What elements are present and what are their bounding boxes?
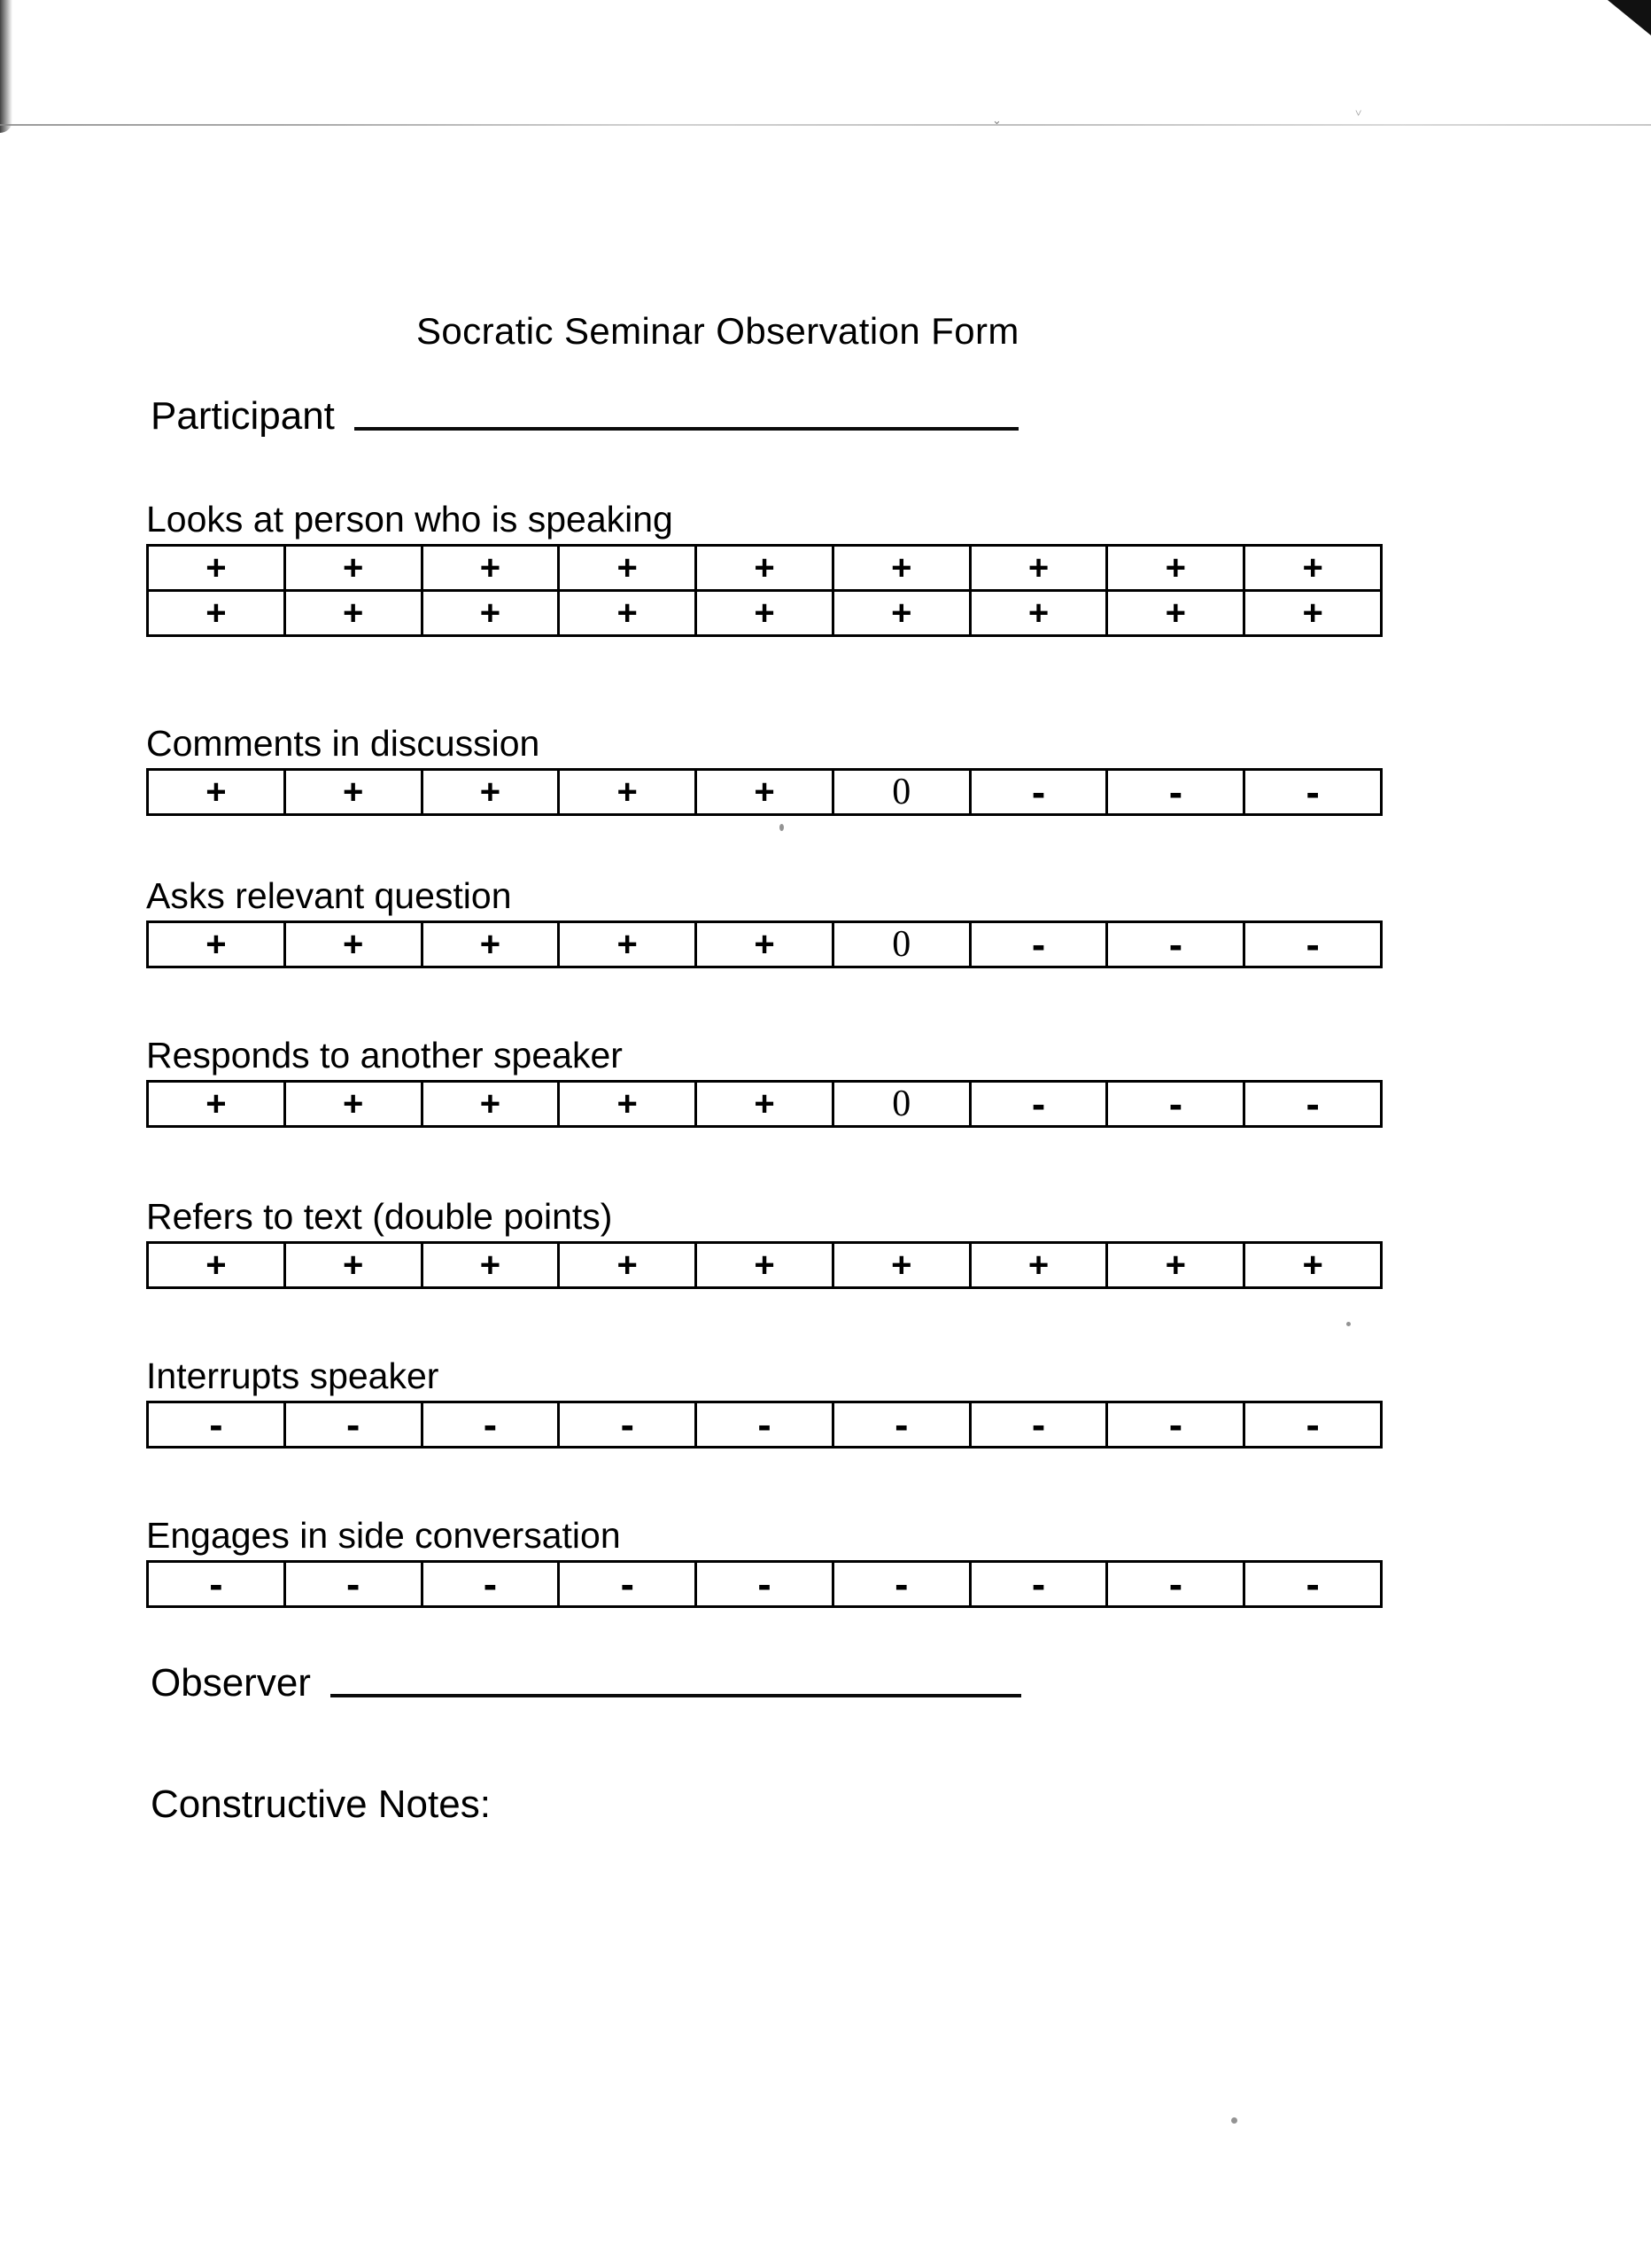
rating-cell[interactable]: + (286, 771, 423, 813)
section-label: Responds to another speaker (146, 1035, 623, 1076)
rating-cell[interactable]: + (697, 547, 834, 589)
rating-cell[interactable]: 0 (834, 1083, 972, 1125)
rating-cell[interactable]: - (697, 1563, 834, 1605)
rating-cell[interactable]: - (972, 771, 1109, 813)
constructive-notes-label: Constructive Notes: (151, 1783, 491, 1826)
section-asks-relevant-question (146, 877, 1383, 968)
rating-cell[interactable]: + (560, 771, 697, 813)
rating-cell[interactable]: + (286, 1244, 423, 1286)
rating-cell[interactable]: + (560, 547, 697, 589)
rating-grid-row (146, 920, 1383, 968)
rating-cell[interactable]: + (972, 592, 1109, 634)
rating-cell[interactable]: - (1306, 769, 1320, 816)
rating-cell[interactable]: + (697, 923, 834, 966)
section-responds-to-another-speaker (146, 1037, 1383, 1128)
rating-cell[interactable]: + (423, 1244, 561, 1286)
rating-cell[interactable]: + (149, 923, 286, 966)
rating-cell[interactable]: 0 (834, 771, 972, 813)
rating-cell[interactable]: - (423, 1563, 561, 1605)
rating-cell[interactable]: - (1306, 921, 1320, 968)
rating-cell[interactable]: + (149, 592, 286, 634)
rating-cell[interactable]: + (149, 547, 286, 589)
rating-cell[interactable]: + (560, 923, 697, 966)
rating-cell[interactable]: - (972, 1563, 1109, 1605)
rating-cell[interactable]: + (560, 592, 697, 634)
section-comments-in-discussion (146, 725, 1383, 816)
scan-speck (779, 824, 784, 831)
rating-cell[interactable]: 0 (834, 923, 972, 966)
section-label: Refers to text (double points) (146, 1196, 613, 1237)
scan-paper-top-edge (0, 124, 1651, 126)
rating-cell[interactable]: + (423, 592, 561, 634)
rating-cell[interactable]: - (972, 923, 1109, 966)
rating-cell[interactable]: + (1302, 594, 1323, 633)
rating-cell[interactable]: - (697, 1403, 834, 1446)
rating-grid-row (146, 592, 1383, 637)
participant-write-in-line[interactable] (354, 427, 1019, 431)
rating-cell[interactable]: + (560, 1244, 697, 1286)
rating-cell[interactable]: - (972, 1083, 1109, 1125)
section-label: Interrupts speaker (146, 1355, 439, 1396)
rating-cell[interactable]: - (149, 1563, 286, 1605)
rating-cell[interactable]: - (1306, 1402, 1320, 1449)
rating-cell[interactable]: + (149, 1083, 286, 1125)
rating-cell[interactable]: + (834, 592, 972, 634)
section-looks-at-speaker (146, 501, 1383, 637)
rating-cell[interactable]: - (1108, 1083, 1245, 1125)
section-interrupts-speaker (146, 1357, 1383, 1449)
section-engages-in-side-conversation (146, 1517, 1383, 1608)
observer-label: Observer (151, 1661, 311, 1705)
rating-cell[interactable]: - (1108, 1563, 1245, 1605)
page-title: Socratic Seminar Observation Form (416, 310, 1019, 352)
rating-cell[interactable]: - (972, 1403, 1109, 1446)
rating-cell[interactable]: + (423, 547, 561, 589)
rating-cell[interactable]: + (1108, 547, 1245, 589)
section-refers-to-text (146, 1198, 1383, 1289)
participant-field-row (151, 394, 1019, 438)
rating-cell[interactable]: + (972, 1244, 1109, 1286)
rating-cell[interactable]: - (1306, 1561, 1320, 1608)
rating-cell[interactable]: - (286, 1563, 423, 1605)
rating-cell[interactable]: + (286, 923, 423, 966)
observer-write-in-line[interactable] (330, 1694, 1021, 1697)
rating-cell[interactable]: + (423, 771, 561, 813)
rating-grid-row (146, 544, 1383, 592)
rating-grid-row (146, 1560, 1383, 1608)
participant-label: Participant (151, 394, 335, 438)
rating-grid-row (146, 1401, 1383, 1449)
rating-cell[interactable]: - (423, 1403, 561, 1446)
rating-cell[interactable]: + (1302, 1246, 1323, 1285)
rating-cell[interactable]: + (1108, 1244, 1245, 1286)
rating-cell[interactable]: - (560, 1563, 697, 1605)
rating-cell[interactable]: + (286, 592, 423, 634)
scan-artifact: ⌄ (992, 113, 1002, 127)
rating-cell[interactable]: + (1108, 592, 1245, 634)
section-label: Comments in discussion (146, 723, 540, 764)
rating-cell[interactable]: - (834, 1403, 972, 1446)
scan-speck (1346, 1322, 1351, 1326)
section-label: Looks at person who is speaking (146, 499, 673, 540)
section-label: Asks relevant question (146, 875, 512, 916)
rating-cell[interactable]: - (1306, 1081, 1320, 1128)
rating-cell[interactable]: - (1108, 771, 1245, 813)
section-label: Engages in side conversation (146, 1515, 621, 1556)
rating-cell[interactable]: + (286, 1083, 423, 1125)
rating-grid-row (146, 1241, 1383, 1289)
rating-cell[interactable]: - (149, 1403, 286, 1446)
rating-cell[interactable]: + (149, 771, 286, 813)
rating-cell[interactable]: + (697, 771, 834, 813)
rating-cell[interactable]: + (697, 1244, 834, 1286)
rating-cell[interactable]: - (834, 1563, 972, 1605)
scan-paper-curl (0, 0, 12, 133)
rating-cell[interactable]: + (423, 1083, 561, 1125)
rating-cell[interactable]: + (423, 923, 561, 966)
rating-cell[interactable]: - (1108, 923, 1245, 966)
scan-dark-corner (1589, 0, 1651, 35)
rating-cell[interactable]: + (834, 547, 972, 589)
rating-cell[interactable]: - (286, 1403, 423, 1446)
rating-cell[interactable]: - (560, 1403, 697, 1446)
rating-cell[interactable]: + (1302, 548, 1323, 588)
rating-cell[interactable]: + (697, 592, 834, 634)
rating-cell[interactable]: + (972, 547, 1109, 589)
rating-cell[interactable]: + (560, 1083, 697, 1125)
observer-field-row (151, 1661, 1021, 1705)
scan-speck (1231, 2117, 1237, 2124)
rating-cell[interactable]: + (149, 1244, 286, 1286)
scan-artifact: ˅ (1355, 106, 1362, 120)
rating-cell[interactable]: + (834, 1244, 972, 1286)
rating-cell[interactable]: - (1108, 1403, 1245, 1446)
rating-grid-row (146, 768, 1383, 816)
rating-cell[interactable]: + (286, 547, 423, 589)
rating-cell[interactable]: + (697, 1083, 834, 1125)
rating-grid-row (146, 1080, 1383, 1128)
